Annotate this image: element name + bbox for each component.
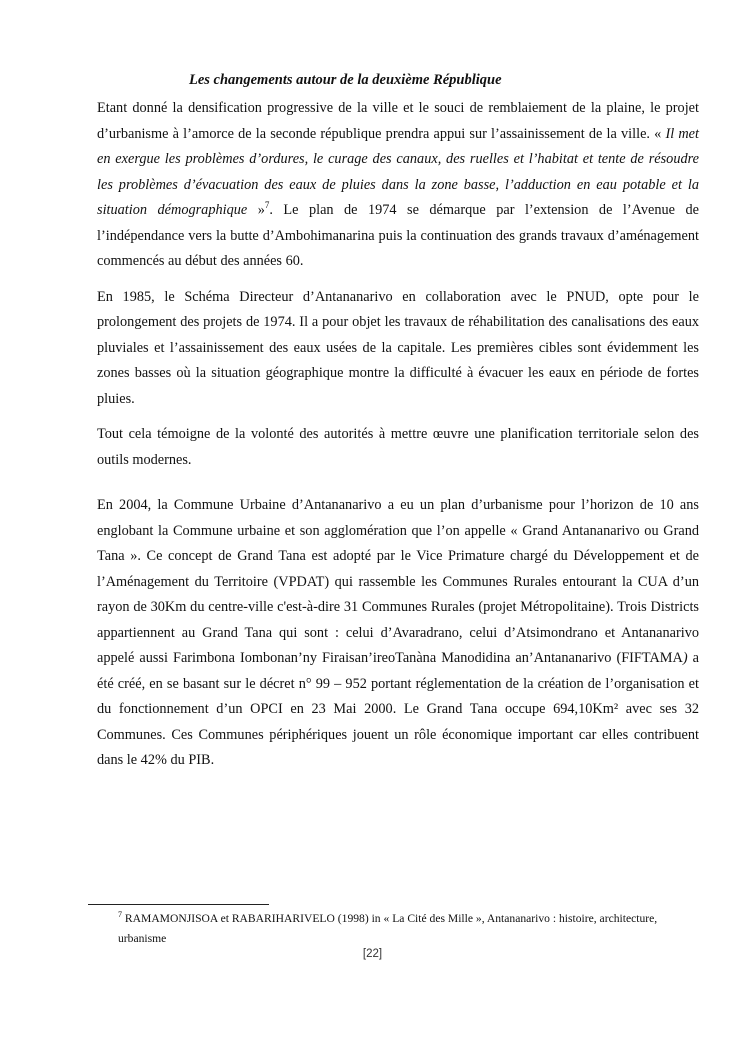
page-number: [22]: [362, 948, 383, 960]
paragraph-4: [97, 493, 699, 774]
paragraph-1: [97, 96, 699, 275]
paragraph-2: En 1985, le Schéma Directeur d’Antananarivo en collaboration avec le PNUD, opte pour le prolongement des projets de 1974. Il a pour objet les travaux de réhabilitation des canalisations des eaux pluviales et l’assainissement des eaux usées de la capitale. Les premières cibles sont évidemment les zones basses où la situation géographique montre la difficulté à évacuer les eaux en période de fortes pluies.: [97, 288, 699, 407]
paragraph-3: Tout cela témoigne de la volonté des autorités à mettre œuvre une planification territoriale selon des outils modernes.: [97, 426, 699, 468]
paragraph-4-text-b: a été créé, en se basant sur le décret n° 99 – 952 portant réglementation de la création de l’organisation et du fonctionnement d’un OPCI en 23 Mai 2000. Le Grand Tana occupe 694,10Km² avec ses 32 Communes. Ces Communes périphériques jouent un rôle économique important car elles contribuent dans le 42% du PIB.: [97, 650, 699, 768]
footnote-reference[interactable]: 7: [264, 200, 270, 211]
paragraph-4-text-a: En 2004, la Commune Urbaine d’Antananarivo a eu un plan d’urbanisme pour l’horizon de 10 ans englobant la Commune urbaine et son agglomération que l’on appelle « Grand Antananarivo ou Grand Tana ». Ce concept de Grand Tana est adopté par le Vice Primature chargé du Développement et de l’Aménagement du Territoire (VPDAT) qui rassemble les Communes Rurales entourant la CUA d’un rayon de 30Km du centre-ville c'est-à-dire 31 Communes Rurales (projet Métropolitaine). Trois Districts appartiennent au Grand Tana qui sont : celui d’Avaradrano, celui d’Atsimondrano et Antananarivo appelé aussi Farimbona Iombonan’ny Firaisan’ireoTanàna Manodidina an’Antananarivo (FIFTAMA: [97, 497, 699, 666]
paragraph-1-text-c: . Le plan de 1974 se démarque par l’extension de l’Avenue de l’indépendance vers la butte d’Ambohimanarina puis la continuation des grands travaux d’aménagement commencés au début des années 60.: [97, 202, 699, 269]
document-body: [97, 70, 699, 774]
paragraph-4-italic-paren: ): [682, 650, 688, 666]
footnote-separator: [88, 904, 269, 905]
footnote-text: RAMAMONJISOA et RABARIHARIVELO (1998) in « La Cité des Mille », Antananarivo : histoire, architecture, urbanisme: [118, 912, 658, 945]
footnote: [118, 909, 678, 949]
section-heading: Les changements autour de la deuxième République: [189, 72, 502, 88]
paragraph-1-text-a: Etant donné la densification progressive de la ville et le souci de remblaiement de la plaine, le projet d’urbanisme à l’amorce de la seconde république prendra appui sur l’assainissement de la ville. «: [97, 100, 699, 142]
footnote-number: 7: [118, 910, 122, 920]
paragraph-1-text-b: »: [247, 202, 265, 218]
paragraph-1-quote: Il met en exergue les problèmes d’ordures, le curage des canaux, des ruelles et l’habitat et tente de résoudre les problèmes d’évacuation des eaux de pluies dans la zone basse, l’adduction en eau potable et la situation démographique: [97, 125, 699, 218]
